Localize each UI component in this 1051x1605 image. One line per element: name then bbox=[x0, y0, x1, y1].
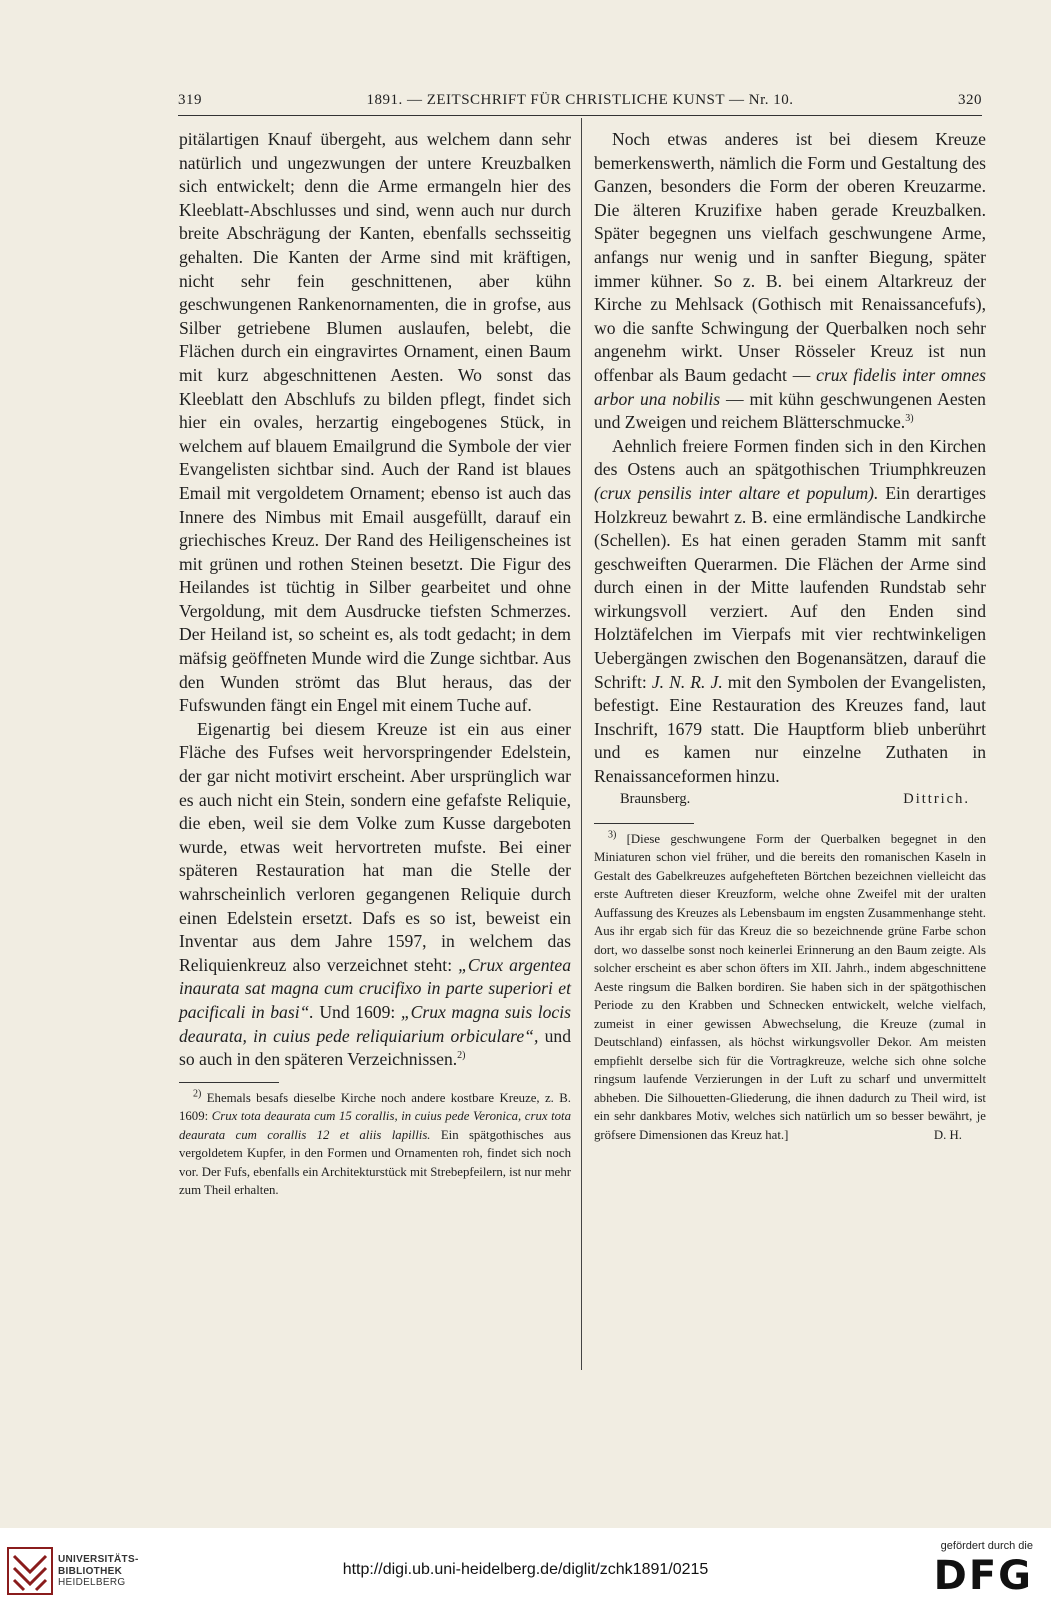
footnote-text: [Diese geschwungene Form der Querbalken begegnet in den Miniaturen schon viel früher, und die bereits den romanischen Kaseln in Gestalt des Gabelkreuzes aufgehefteten Börtchen bezeichnen vielleicht das erste Auftreten dieser Kreuzform, welche ohne Zweifel mit der uralten Auffassung des Kreuzes als Lebensbaum im engsten Zusammenhange steht. Aus ihr ergab sich für das Kreuz die so bezeichnende grüne Farbe schon dort, wo dasselbe sonst noch keinerlei Erinnerung an den Baum zeigte. Als solcher erscheint es aber schon öfters im XII. Jahrh., indem abgeschnittene Aeste ringsum die Balken bordiren. Sie haben sich in der spätgothischen Periode zu den Krabben und Schnecken entwickelt, welche vielfach, zumeist in einer gewissen Abwechselung, die Kreuze (zumal in Deutschland) einfassen, als höchst wirkungsvoller Dekor. Am meisten empfiehlt derselbe sich für die Vortragkreuze, welche sich ohne solche ringsum laufende Verzierungen in der Luft zu scharf und unvermittelt abheben. Die Silhouetten-Gliederung, die ihnen dadurch zu Theil wird, ist ein sehr dankbares Motiv, welches sich natürlich um so besser bewährt, je gröfsere Dimensionen das Kreuz hat.] bbox=[594, 831, 986, 1142]
footnote-ref: 2) bbox=[457, 1050, 466, 1062]
latin-quote: „Crux argentea inaurata sat magna cum crucifixo in parte superiori et pacificali in basi“. bbox=[179, 954, 571, 1022]
paragraph-text: Aehnlich freiere Formen finden sich in den Kirchen des Ostens auch an spätgothischen Triumphkreuzen bbox=[594, 435, 986, 480]
library-line: HEIDELBERG bbox=[58, 1577, 126, 1588]
footnote-3 bbox=[594, 830, 986, 1145]
footnote-number: 2) bbox=[193, 1088, 202, 1100]
latin-quote: „Crux magna suis locis deaurata, in cuius pede reliquiarium orbiculare“, bbox=[179, 1001, 571, 1046]
digitization-footer bbox=[0, 1528, 1051, 1605]
library-line: UNIVERSITÄTS- bbox=[58, 1554, 139, 1565]
left-column bbox=[179, 128, 571, 1200]
running-header bbox=[178, 88, 982, 116]
paragraph bbox=[594, 128, 986, 435]
footnote-text: Ehemals besafs dieselbe Kirche noch andere kostbare Kreuze, z. B. 1609: bbox=[179, 1090, 571, 1124]
header-rule bbox=[178, 115, 982, 116]
footnote-ref: 3) bbox=[905, 413, 914, 425]
right-body bbox=[594, 128, 986, 789]
footnote-number: 3) bbox=[608, 829, 617, 841]
paragraph-text: Eigenartig bei diesem Kreuze ist ein aus einer Fläche des Fufses weit hervorspringender Edelstein, der gar nicht motivirt erscheint. Aber ursprünglich war es auch nicht ein Stein, sondern eine gefafste Reliquie, die eben, weil sie dem Volke zum Kusse dargeboten wurde, etwas weit hervortreten mufste. Bei einer späteren Restauration hat man die Stelle der wahrscheinlich verloren gegangenen Reliquie durch einen Edelstein ersetzt. Dafs es so ist, beweist ein Inventar aus dem Jahre 1597, in welchem das Reliquienkreuz also verzeichnet steht: bbox=[179, 718, 571, 975]
page-number-left: 319 bbox=[178, 92, 202, 108]
library-line: BIBLIOTHEK bbox=[58, 1565, 123, 1577]
journal-title: 1891. — ZEITSCHRIFT FÜR CHRISTLICHE KUNST — Nr. 10. bbox=[366, 92, 794, 108]
column-divider bbox=[581, 118, 582, 1370]
paragraph-text: Und 1609: bbox=[319, 1001, 396, 1022]
latin-phrase: crux fidelis inter omnes arbor una nobilis bbox=[594, 364, 987, 409]
right-column bbox=[594, 128, 986, 1144]
dfg-logo: DFG bbox=[933, 1553, 1033, 1599]
author-name: Dittrich. bbox=[903, 790, 970, 807]
latin-phrase: (crux pensilis inter altare et populum). bbox=[594, 482, 879, 503]
inscription-letters: J. N. R. J. bbox=[651, 671, 723, 692]
paragraph-text: und so auch in den späteren Verzeichnissen. bbox=[179, 1025, 571, 1070]
paragraph bbox=[594, 435, 986, 789]
paragraph-text: Ein derartiges Holzkreuz bewahrt z. B. eine ermländische Landkirche (Schellen). Es hat einen geraden Stamm mit sanft geschweiften Querarmen. Die Flächen der Arme sind durch einen in der Mitte laufenden Rundstab sehr wirkungsvoll verziert. Auf den Enden sind Holztäfelchen im Vierpafs mit vier rechtwinkeligen Uebergängen zwischen den Bogenansätzen, darauf die Schrift: bbox=[594, 482, 986, 692]
source-url-link[interactable]: http://digi.ub.uni-heidelberg.de/diglit/zchk1891/0215 bbox=[342, 1561, 709, 1578]
footnote-2 bbox=[179, 1089, 571, 1200]
signature-line bbox=[594, 789, 986, 813]
footnote-signature: D. H. bbox=[933, 1127, 962, 1142]
footnote-rule bbox=[179, 1082, 279, 1083]
footnote-text: Ein spätgothisches aus vergoldetem Kupfer, in den Formen und Ornamenten roh, findet sich noch vor. Der Fufs, ebenfalls ein Architekturstück mit Strebepfeilern, ist nur mehr zum Theil erhalten. bbox=[179, 1127, 571, 1198]
paragraph-text: — mit kühn geschwungenen Aesten und Zweigen und reichem Blätterschmucke. bbox=[594, 388, 986, 433]
page-number-right: 320 bbox=[958, 92, 982, 108]
paragraph bbox=[179, 718, 571, 1072]
left-body bbox=[179, 128, 571, 1072]
footnote-latin: Crux tota deaurata cum 15 corallis, in cuius pede Veronica, crux tota deaurata cum corallis 12 et aliis lapillis. bbox=[179, 1109, 571, 1142]
paragraph: pitälartigen Knauf übergeht, aus welchem dann sehr natürlich und ungezwungen der untere Kreuzbalken sich entwickelt; denn die Arme ermangeln hier des Kleeblatt-Abschlusses und sind, wenn auch nur durch breite Abschrägung der Kanten, ebenfalls sechsseitig gehalten. Die Kanten der Arme sind mit kräftigen, nicht sehr fein geschnittenen, aber kühn geschwungenen Rankenornamenten, die in grofse, aus Silber getriebene Blumen auslaufen, belebt, die Flächen durch ein eingravirtes Ornament, einen Baum mit kurz abgeschnittenen Aesten. Wo sonst das Kleeblatt den Abschlufs zu bilden pflegt, findet sich hier ein ovales, herzartig eingebogenes Stück, in welchem auf blauem Emailgrund die Symbole der vier Evangelisten sichtbar sind. Auch der Rand ist blaues Email mit vergoldetem Ornament; ebenso ist auch das Innere des Nimbus mit Email ausgefüllt, darauf ein griechisches Kreuz. Der Rand des Heiligenscheines ist mit grünen und rothen Steinen besetzt. Die Figur des Heilandes ist tüchtig in Silber gearbeitet und ohne Vergoldung, mit dem Ausdrucke tiefsten Schmerzes. Der Heiland ist, so scheint es, als todt gedacht; in dem mäfsig geöffneten Munde wird die Zunge sichtbar. Aus den Wunden strömt das Blut heraus, das der Fufswunden fängt ein Engel mit einem Tuche auf. bbox=[179, 129, 571, 716]
paragraph-text: mit den Symbolen der Evangelisten, befestigt. Eine Restauration des Kreuzes fand, laut Inschrift, 1679 statt. Die Hauptform blieb unberührt und es kamen nur einzelne Zuthaten in Renaissanceformen hinzu. bbox=[594, 671, 986, 787]
place-name: Braunsberg. bbox=[620, 790, 691, 807]
sponsor-caption: gefördert durch die bbox=[940, 1540, 1033, 1552]
footnote-rule bbox=[594, 823, 694, 824]
paragraph-text: Noch etwas anderes ist bei diesem Kreuze bemerkenswerth, nämlich die Form und Gestaltung des Ganzen, besonders die Form der oberen Kreuzarme. Die älteren Kruzifixe haben gerade Kreuzbalken. Später begegnen uns vielfach geschwungene Arme, anfangs nur wenig und in sanfter Biegung, später immer kühner. So z. B. bei einem Altarkreuz der Kirche zu Mehlsack (Gothisch mit Renaissancefufs), wo die sanfte Schwingung der Querbalken noch sehr angenehm wirkt. Unser Rösseler Kreuz ist nun offenbar als Baum gedacht — bbox=[594, 129, 986, 385]
